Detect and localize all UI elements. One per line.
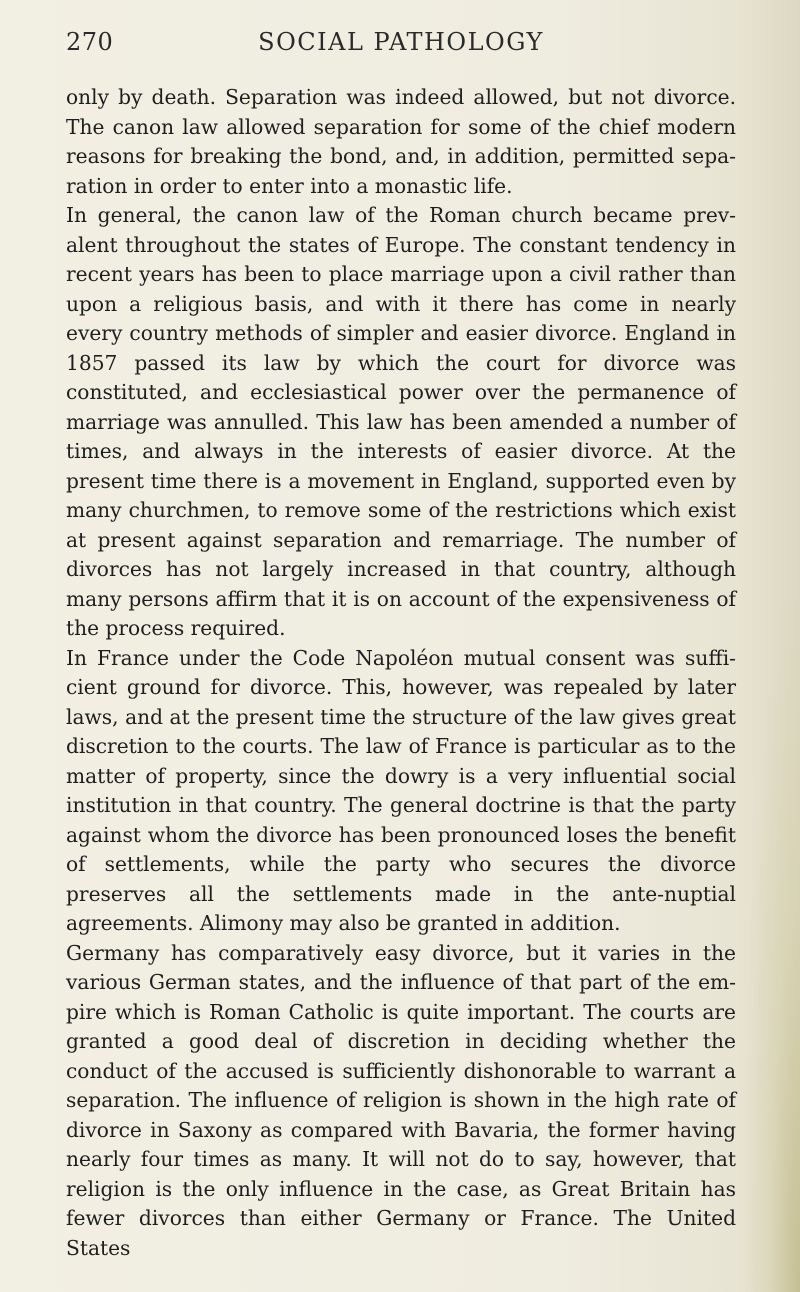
page-number: 270: [66, 28, 114, 56]
paragraph: In general, the canon law of the Roman church became prev-alent throughout the states of Europe. The constant tendency in recent years has been to place marriage upon a civil rather than upon a religious basis, and with it there has come in nearly every country methods of simpler and easier divorce. England in 1857 passed its law by which the court for divorce was constituted, and ecclesiastical power over the permanence of marriage was annulled. This law has been amended a number of times, and always in the interests of easier divorce. At the present time there is a movement in England, supported even by many churchmen, to remove some of the restrictions which exist at present against separation and remarriage. The number of divorces has not largely increased in that country, although many persons affirm that it is on account of the expensiveness of the process required.: [66, 203, 736, 640]
page-edge-shadow: [745, 600, 800, 1292]
running-head: SOCIAL PATHOLOGY: [258, 28, 544, 56]
page-header: [66, 28, 736, 68]
body-text: [66, 83, 736, 1263]
paragraph: Germany has comparatively easy divorce, but it varies in the various German states, and the influence of that part of the em-pire which is Roman Catholic is quite important. The courts are granted a good deal of discretion in deciding whether the conduct of the accused is sufficiently dishonorable to warrant a separation. The influence of religion is shown in the high rate of divorce in Saxony as compared with Bavaria, the former having nearly four times as many. It will not do to say, however, that religion is the only influence in the case, as Great Britain has fewer divorces than either Germany or France. The United States: [66, 940, 736, 1260]
paragraph: In France under the Code Napoléon mutual consent was suffi-cient ground for divorce. This, however, was repealed by later laws, and at the present time the structure of the law gives great discretion to the courts. The law of France is particular as to the matter of property, since the dowry is a very influential social institution in that country. The general doctrine is that the party against whom the divorce has been pronounced loses the benefit of settlements, while the party who secures the divorce preserves all the settlements made in the ante-nuptial agreements. Alimony may also be granted in addition.: [66, 645, 736, 935]
paragraph: only by death. Separation was indeed allowed, but not divorce. The canon law allowed separation for some of the chief modern reasons for breaking the bond, and, in addition, permitted sepa-ration in order to enter into a monastic life.: [66, 85, 736, 198]
